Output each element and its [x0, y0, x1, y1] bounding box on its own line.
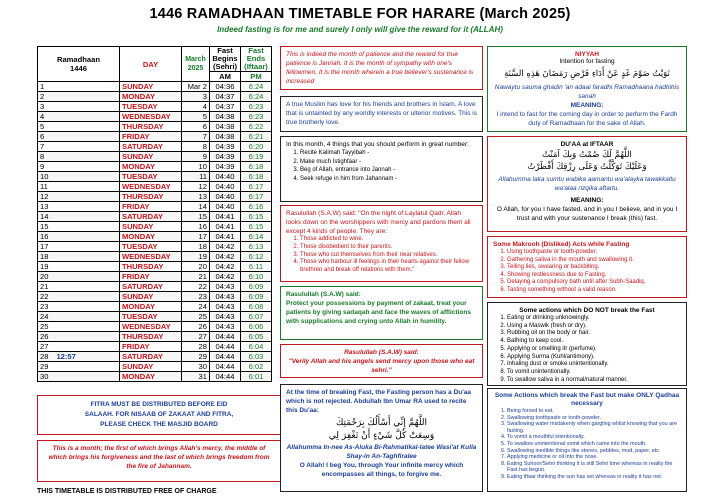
- row-date: 16: [182, 222, 210, 232]
- fitra-box: FITRA MUST BE DISTRIBUTED BEFORE EID SALAAH. FOR NISAAB OF ZAKAAT AND FITRA, PLEASE CHECK THE MASJID BOARD: [37, 395, 281, 435]
- list-item: 6. Tasting something without a valid reason.: [507, 287, 681, 295]
- list-item: 8. To vomit unintentionally.: [507, 369, 681, 377]
- row-fast-ends: 6:19: [241, 152, 272, 162]
- col-pm: PM: [241, 72, 272, 82]
- row-date: 5: [182, 112, 210, 122]
- row-date: 17: [182, 232, 210, 242]
- list-item: 6. Applying Surma (Kuhl/antimony).: [507, 354, 681, 362]
- row-number: 9: [38, 162, 120, 172]
- row-day: TUESDAY: [120, 102, 182, 112]
- table-row: [38, 272, 272, 282]
- row-number: 18: [38, 252, 120, 262]
- row-day: WEDNESDAY: [120, 322, 182, 332]
- row-fast-ends: 6:18: [241, 172, 272, 182]
- list-item: 1. Being forced to eat.: [507, 408, 681, 415]
- row-number: 20: [38, 272, 120, 282]
- row-day: SATURDAY: [120, 142, 182, 152]
- row-number: 30: [38, 372, 120, 382]
- row-day: SUNDAY: [120, 222, 182, 232]
- row-number: 11: [38, 182, 120, 192]
- row-number: 5: [38, 122, 120, 132]
- row-date: 27: [182, 332, 210, 342]
- niyyah-box: NIYYAH Intention for fasting نَوَيْتُ صَوْمَ غَدٍ عَنْ أَدَاءِ فَرْضِ رَمَضَانَ هَذِهِ السَّنَةِ Nawaytu sauma ghadin 'an adaai faradhi Ramadhaana hadhihis sanah MEANING: I intend to fast for the coming day in order to perform the Fardh duty of Ramadhaan for the sake of Allah.: [487, 46, 687, 132]
- row-day: WEDNESDAY: [120, 182, 182, 192]
- row-date: 11: [182, 172, 210, 182]
- row-day: THURSDAY: [120, 262, 182, 272]
- breaking-fast-box: At the time of breaking Fast, the Fasting person has a Du'aa which is not rejected. Abdullah Ibn Umar RA used to recite this Du'aa: اللَّهُمَّ إِنِّي أَسْأَلُكَ بِرَحْمَتِكَ وَسِعَتْ كُلَّ شَيْءٍ أَنْ تَغْفِرَ لِي Allahumma In-nee As-Aluka Bi-Rahmatikal-latee Wasi'at Kulla Shay-in An-Taghfiralee O Allah! I beg You, through Your infinite mercy which encompasses all things, to forgive me.: [280, 384, 483, 492]
- row-fast-begins: 04:41: [210, 232, 241, 242]
- list-item: 1. Those addicted to wine.: [300, 236, 477, 244]
- row-fast-ends: 6:06: [241, 322, 272, 332]
- table-row: [38, 82, 272, 92]
- row-fast-begins: 04:36: [210, 82, 241, 92]
- row-date: 21: [182, 272, 210, 282]
- table-row: [38, 182, 272, 192]
- row-fast-begins: 04:43: [210, 312, 241, 322]
- row-date: 20: [182, 262, 210, 272]
- list-item: 3. Beg of Allah, entrance into Jannah -: [300, 166, 477, 175]
- list-item: 2. Make much Istighfaar -: [300, 158, 477, 167]
- row-note: 12:57: [56, 352, 76, 361]
- list-item: 7. Inhaling dust or smoke unintentionally.: [507, 361, 681, 369]
- row-fast-begins: 04:38: [210, 122, 241, 132]
- table-row: [38, 112, 272, 122]
- table-row: [38, 212, 272, 222]
- list-item: 4. Bathing to keep cool.: [507, 338, 681, 346]
- page-title: 1446 RAMADHAAN TIMETABLE FOR HARARE (March 2025): [149, 6, 571, 22]
- list-item: 3. Swallowing water mistakenly when gargling whilst knowing that you are fasting.: [507, 421, 681, 434]
- table-row: [38, 122, 272, 132]
- row-date: 22: [182, 282, 210, 292]
- row-number: 13: [38, 202, 120, 212]
- table-row: [38, 322, 272, 332]
- row-number: 6: [38, 132, 120, 142]
- table-row: [38, 202, 272, 212]
- row-fast-begins: 04:43: [210, 302, 241, 312]
- row-fast-ends: 6:02: [241, 362, 272, 372]
- row-number: 12: [38, 192, 120, 202]
- list-item: 4. Showing restlessness due to Fasting.: [507, 272, 681, 280]
- table-row: [38, 132, 272, 142]
- row-fast-begins: 04:38: [210, 132, 241, 142]
- list-item: 3. Rubbing oil on the body or hair.: [507, 330, 681, 338]
- table-row: [38, 262, 272, 272]
- list-item: 9. Eating iftaar thinking the sun has set whereas in reality it has not.: [507, 474, 681, 481]
- row-day: SUNDAY: [120, 82, 182, 92]
- row-fast-ends: 6:12: [241, 252, 272, 262]
- timetable: [37, 46, 272, 382]
- row-fast-begins: 04:42: [210, 272, 241, 282]
- list-item: 7. Applying medicine or oil into the nose.: [507, 454, 681, 461]
- patience-box: This is indeed the month of patience and the reward for true patience is Jannah. It is the month of sympathy with one's fellowmen. It is the month wherein a true believer's sustenance is increased: [280, 46, 483, 90]
- row-date: 6: [182, 122, 210, 132]
- row-date: 7: [182, 132, 210, 142]
- table-row: [38, 332, 272, 342]
- list-item: 2. Gathering saliva in the mouth and swallowing it.: [507, 257, 681, 265]
- row-day: WEDNESDAY: [120, 252, 182, 262]
- row-fast-begins: 04:44: [210, 352, 241, 362]
- month-mercy-box: This is a month; the first of which brings Allah's mercy, the middle of which brings his forgiveness and the last of which brings freedom from the fire of Jahannam.: [37, 440, 281, 482]
- row-fast-ends: 6:01: [241, 372, 272, 382]
- footer-note: THIS TIMETABLE IS DISTRIBUTED FREE OF CHARGE: [37, 488, 217, 495]
- table-row: [38, 92, 272, 102]
- row-day: FRIDAY: [120, 272, 182, 282]
- row-day: TUESDAY: [120, 242, 182, 252]
- list-item: 2. Swallowing toothpaste or tooth-powder.: [507, 415, 681, 422]
- row-day: SATURDAY: [120, 282, 182, 292]
- row-fast-begins: 04:41: [210, 212, 241, 222]
- table-row: [38, 232, 272, 242]
- list-item: 2. Those disobedient to their parents.: [300, 244, 477, 252]
- row-fast-begins: 04:40: [210, 192, 241, 202]
- row-date: 9: [182, 152, 210, 162]
- list-item: 6. Swallowing inedible things like stones, pebbles, mud, paper, etc.: [507, 448, 681, 455]
- table-row: [38, 372, 272, 382]
- list-item: 8. Eating Suhoor/Sehri thinking it is still Sehri time whereas in reality the Fast has begun.: [507, 461, 681, 474]
- row-fast-ends: 6:03: [241, 352, 272, 362]
- table-row: [38, 222, 272, 232]
- row-day: THURSDAY: [120, 192, 182, 202]
- row-fast-ends: 6:04: [241, 342, 272, 352]
- row-day: FRIDAY: [120, 342, 182, 352]
- row-fast-ends: 6:05: [241, 332, 272, 342]
- row-fast-begins: 04:39: [210, 162, 241, 172]
- makrooh-box: Some Makrooh (Disliked) Acts while Fasting 1. Using toothpaste or tooth-powder. 2. Gathering saliva in the mouth and swallowing it. 3. Telling lies, swearing or backbiting. 4. Showing restlessness due to Fasting. 5. Delaying a compulsory bath until after Subh-Saadiq. 6. Tasting something without a valid reason.: [487, 236, 687, 298]
- row-day: SUNDAY: [120, 362, 182, 372]
- row-day: MONDAY: [120, 92, 182, 102]
- row-fast-begins: 04:44: [210, 342, 241, 352]
- row-date: 13: [182, 192, 210, 202]
- row-fast-begins: 04:39: [210, 142, 241, 152]
- row-date: 14: [182, 202, 210, 212]
- list-item: 4. Seek refuge in him from Jahannam -: [300, 175, 477, 184]
- row-date: 3: [182, 92, 210, 102]
- row-date: 30: [182, 362, 210, 372]
- four-things-box: In this month, 4 things that you should perform in great number: 1. Recite Kalimah Tayyibah - 2. Make much Istighfaar - 3. Beg of Allah, entrance into Jannah - 4. Seek refuge in him from Jahannam -: [280, 136, 483, 202]
- col-day: DAY: [120, 47, 182, 82]
- row-fast-ends: 6:15: [241, 222, 272, 232]
- list-item: 4. To vomit a mouthful intentionally.: [507, 434, 681, 441]
- row-fast-begins: 04:38: [210, 112, 241, 122]
- row-fast-begins: 04:44: [210, 372, 241, 382]
- row-fast-begins: 04:43: [210, 292, 241, 302]
- laylatul-qadr-box: Rasulullah (S.A.W) said: "On the night of Laylatul Qadr, Allah looks down on the worshippers with mercy and pardons them all except 4 kinds of people. They are: 1. Those addicted to wine. 2. Those disobedient to their parents. 3. Those who cut themselves from their near relatives. 4. Those who harbour ill feelings in their hearts against their fellow brethren and break off relations with them.": [280, 205, 483, 282]
- row-fast-ends: 6:20: [241, 142, 272, 152]
- table-row: [38, 302, 272, 312]
- row-date: 23: [182, 292, 210, 302]
- sehri-hadith-box: Rasulullah (S.A.W) said: "Verily Allah and his angels send mercy upon those who eat sehri.": [280, 344, 483, 378]
- row-fast-begins: 04:42: [210, 262, 241, 272]
- col-march: March 2025: [182, 47, 210, 82]
- row-number: 10: [38, 172, 120, 182]
- list-item: 2. Using a Maswik (fresh or dry).: [507, 323, 681, 331]
- table-row: [38, 312, 272, 322]
- row-date: 8: [182, 142, 210, 152]
- table-row: [38, 252, 272, 262]
- row-number: 14: [38, 212, 120, 222]
- list-item: 3. Telling lies, swearing or backbiting.: [507, 264, 681, 272]
- row-fast-begins: 04:42: [210, 252, 241, 262]
- row-fast-begins: 04:44: [210, 332, 241, 342]
- table-row: [38, 152, 272, 162]
- list-item: 5. Applying or smelling itr (perfume).: [507, 346, 681, 354]
- row-date: 19: [182, 252, 210, 262]
- row-fast-ends: 6:24: [241, 82, 272, 92]
- row-day: WEDNESDAY: [120, 112, 182, 122]
- row-day: SUNDAY: [120, 152, 182, 162]
- row-number: 23: [38, 302, 120, 312]
- row-fast-ends: 6:07: [241, 312, 272, 322]
- row-fast-ends: 6:15: [241, 212, 272, 222]
- list-item: 5. To swallow unintentional vomit which came into the mouth.: [507, 441, 681, 448]
- row-number: 4: [38, 112, 120, 122]
- row-number: 3: [38, 102, 120, 112]
- list-item: 5. Delaying a compulsory bath until after Subh-Saadiq.: [507, 279, 681, 287]
- row-fast-ends: 6:17: [241, 182, 272, 192]
- row-fast-ends: 6:23: [241, 112, 272, 122]
- row-date: 10: [182, 162, 210, 172]
- row-date: 24: [182, 302, 210, 312]
- row-day: SATURDAY: [120, 352, 182, 362]
- list-item: 4. Those who harbour ill feelings in their hearts against their fellow brethren and break off relations with them.": [300, 259, 477, 275]
- row-fast-begins: 04:41: [210, 222, 241, 232]
- row-day: TUESDAY: [120, 172, 182, 182]
- table-row: [38, 142, 272, 152]
- table-row: [38, 172, 272, 182]
- row-date: 15: [182, 212, 210, 222]
- row-fast-ends: 6:14: [241, 232, 272, 242]
- list-item: 1. Eating or drinking unknowingly.: [507, 315, 681, 323]
- row-fast-begins: 04:44: [210, 362, 241, 372]
- row-day: THURSDAY: [120, 122, 182, 132]
- zakaat-box: Rasulullah (S.A.W) said: Protect your possessions by payment of zakaat, treat your patients by giving sadaqah and face the waves of afflictions with supplications and crying unto Allah in humility.: [280, 286, 483, 340]
- row-number: 19: [38, 262, 120, 272]
- row-fast-begins: 04:40: [210, 182, 241, 192]
- table-row: [38, 242, 272, 252]
- row-day: TUESDAY: [120, 312, 182, 322]
- row-date: 12: [182, 182, 210, 192]
- row-number: 26: [38, 332, 120, 342]
- row-fast-ends: 6:16: [241, 202, 272, 212]
- row-fast-ends: 6:13: [241, 242, 272, 252]
- row-fast-ends: 6:09: [241, 282, 272, 292]
- row-fast-ends: 6:11: [241, 262, 272, 272]
- list-item: 1. Using toothpaste or tooth-powder.: [507, 249, 681, 257]
- row-number: 2: [38, 92, 120, 102]
- row-fast-begins: 04:40: [210, 172, 241, 182]
- row-fast-ends: 6:17: [241, 192, 272, 202]
- row-number: 29: [38, 362, 120, 372]
- row-date: 29: [182, 352, 210, 362]
- row-fast-begins: 04:37: [210, 102, 241, 112]
- row-fast-ends: 6:10: [241, 272, 272, 282]
- table-row: [38, 362, 272, 372]
- list-item: 3. Those who cut themselves from their near relatives.: [300, 252, 477, 260]
- row-number: 25: [38, 322, 120, 332]
- row-day: MONDAY: [120, 232, 182, 242]
- page-subtitle: Indeed fasting is for me and surely I only will give the reward for it (ALLAH): [217, 25, 503, 34]
- row-day: SUNDAY: [120, 292, 182, 302]
- table-row: [38, 292, 272, 302]
- col-am: AM: [210, 72, 241, 82]
- row-number: 27: [38, 342, 120, 352]
- row-fast-ends: 6:22: [241, 122, 272, 132]
- row-day: FRIDAY: [120, 132, 182, 142]
- row-number: 15: [38, 222, 120, 232]
- row-date: 4: [182, 102, 210, 112]
- row-fast-begins: 04:39: [210, 152, 241, 162]
- row-number: 28: [40, 352, 49, 361]
- row-number: 17: [38, 242, 120, 252]
- table-row: [38, 282, 272, 292]
- col-fast-ends: Fast Ends (Iftaar): [241, 47, 272, 72]
- list-item: 1. Recite Kalimah Tayyibah -: [300, 149, 477, 158]
- row-date: 31: [182, 372, 210, 382]
- row-date: 28: [182, 342, 210, 352]
- list-item: 9. To swallow saliva in a normal/natural manner.: [507, 377, 681, 385]
- row-number: 24: [38, 312, 120, 322]
- row-number: 7: [38, 142, 120, 152]
- table-row: [38, 102, 272, 112]
- row-day: MONDAY: [120, 302, 182, 312]
- row-day: SATURDAY: [120, 212, 182, 222]
- row-fast-begins: 04:42: [210, 242, 241, 252]
- row-number: 16: [38, 232, 120, 242]
- row-fast-ends: 6:09: [241, 292, 272, 302]
- qadhaa-box: Some Actions which break the Fast but make ONLY Qadhaa necessary 1. Being forced to eat. 2. Swallowing toothpaste or tooth-powder. 3. Swallowing water mistakenly when gargling whilst knowing that you are fasting. 4. To vomit a mouthful intentionally. 5. To swallow unintentional vomit which came into the mouth. 6. Swallowing inedible things like stones, pebbles, mud, paper, etc. 7. Applying medicine or oil into the nose. 8. Eating Suhoor/Sehri thinking it is still Sehri time whereas in reality the Fast has begun. 9. Eating iftaar thinking the sun has set whereas in reality it has not.: [487, 388, 687, 492]
- brotherhood-box: A true Muslim has love for his friends and brothers in Islam. A love that is untainted by any worldly interests or ulterior motives. This is true brotherly love.: [280, 96, 483, 132]
- row-number: 8: [38, 152, 120, 162]
- row-number: 21: [38, 282, 120, 292]
- row-fast-ends: 6:21: [241, 132, 272, 142]
- iftaar-dua-box: DU'AA at IFTAAR اللَّهُمَّ لَكَ صُمْتُ وَبِكَ آمَنْتُ وَعَلَيْكَ تَوَكَّلْتُ وَعَلَى رِزْقِكَ أَفْطَرْتُ Allahumma laka sumtu wabika aamantu wa'alayka tawakkaltu wa'alaa rizqika aftartu. MEANING: O Allah, for you I have fasted, and in you I believe, and in you I trust and with your sustenance I break (this) fast.: [487, 136, 687, 232]
- row-fast-begins: 04:43: [210, 282, 241, 292]
- row-day: FRIDAY: [120, 202, 182, 212]
- row-date: 18: [182, 242, 210, 252]
- col-fast-begins: Fast Begins (Sehri): [210, 47, 241, 72]
- col-ramadhaan: Ramadhaan 1446: [38, 47, 120, 82]
- table-row: [38, 342, 272, 352]
- row-fast-ends: 6:08: [241, 302, 272, 312]
- row-fast-begins: 04:43: [210, 322, 241, 332]
- table-row: [38, 162, 272, 172]
- row-fast-begins: 04:37: [210, 92, 241, 102]
- row-date: Mar 2: [182, 82, 210, 92]
- row-fast-ends: 6:23: [241, 102, 272, 112]
- not-break-box: Some actions which DO NOT break the Fast 1. Eating or drinking unknowingly. 2. Using a Maswik (fresh or dry). 3. Rubbing oil on the body or hair. 4. Bathing to keep cool. 5. Applying or smelling itr (perfume). 6. Applying Surma (Kuhl/antimony). 7. Inhaling dust or smoke unintentionally. 8. To vomit unintentionally. 9. To swallow saliva in a normal/natural manner.: [487, 302, 687, 386]
- row-number: 1: [38, 82, 120, 92]
- row-day: MONDAY: [120, 162, 182, 172]
- row-date: 26: [182, 322, 210, 332]
- row-day: THURSDAY: [120, 332, 182, 342]
- table-row: [38, 352, 272, 362]
- row-fast-ends: 6:18: [241, 162, 272, 172]
- row-fast-ends: 6:24: [241, 92, 272, 102]
- table-row: [38, 192, 272, 202]
- row-fast-begins: 04:40: [210, 202, 241, 212]
- row-number-cell: [38, 352, 120, 362]
- row-number: 22: [38, 292, 120, 302]
- row-date: 25: [182, 312, 210, 322]
- row-day: MONDAY: [120, 372, 182, 382]
